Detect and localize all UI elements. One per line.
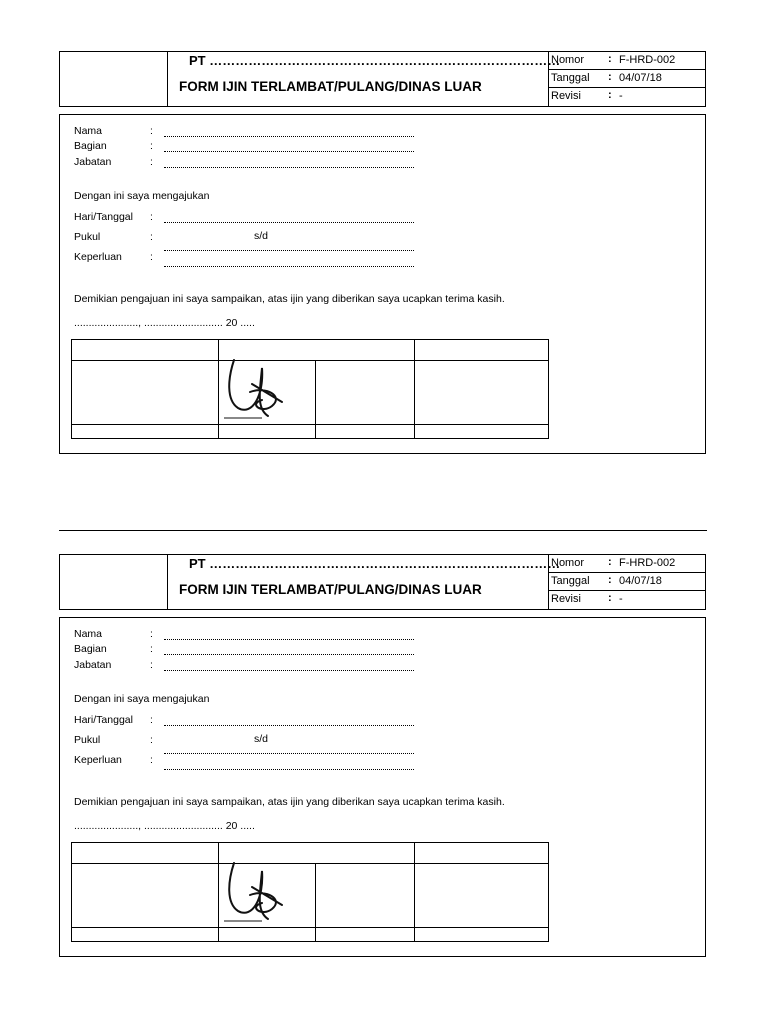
- field-colon: :: [150, 140, 153, 152]
- field-label: Pukul: [74, 231, 101, 243]
- table-divider: [218, 340, 219, 438]
- document-meta: [548, 555, 705, 609]
- fill-line: [164, 725, 414, 726]
- intro-text: Dengan ini saya mengajukan: [74, 693, 210, 705]
- signature-image: [222, 356, 302, 426]
- title-cell: [167, 555, 561, 609]
- document-meta: [548, 52, 705, 106]
- field-colon: :: [150, 231, 153, 243]
- intro-text: Dengan ini saya mengajukan: [74, 190, 210, 202]
- company-name: PT ………………………………………………………………………: [189, 556, 561, 571]
- fill-line: [164, 654, 414, 655]
- table-rule: [72, 927, 548, 928]
- field-label: Nama: [74, 628, 103, 640]
- title-cell: [167, 52, 561, 106]
- fill-line: [164, 639, 414, 640]
- field-colon: :: [150, 628, 153, 640]
- fill-line: [164, 136, 414, 137]
- meta-tanggal: [548, 70, 705, 88]
- fill-line: [164, 769, 414, 770]
- closing-text: Demikian pengajuan ini saya sampaikan, atas ijin yang diberikan saya ucapkan terima kasih.: [74, 293, 505, 305]
- table-rule: [72, 863, 548, 864]
- form-body: [59, 114, 706, 454]
- meta-colon: :: [608, 556, 612, 568]
- meta-colon: :: [608, 53, 612, 65]
- table-divider: [414, 843, 415, 941]
- meta-nomor: [548, 52, 705, 70]
- logo-cell: [60, 52, 168, 106]
- date-line: ......................, ........................... 20 .....: [74, 820, 255, 832]
- signature-image: [222, 859, 302, 929]
- form-body: [59, 617, 706, 957]
- form-title: FORM IJIN TERLAMBAT/PULANG/DINAS LUAR: [179, 79, 482, 94]
- field-label: Keperluan: [74, 754, 122, 766]
- field-colon: :: [150, 211, 153, 223]
- time-separator: s/d: [254, 733, 269, 745]
- meta-label: Tanggal: [551, 575, 590, 587]
- table-rule: [72, 360, 548, 361]
- meta-colon: :: [608, 71, 612, 83]
- field-colon: :: [150, 659, 153, 671]
- field-label: Jabatan: [74, 156, 112, 168]
- meta-value: -: [619, 593, 623, 605]
- meta-value: -: [619, 90, 623, 102]
- meta-value: 04/07/18: [619, 72, 662, 84]
- meta-colon: :: [608, 592, 612, 604]
- field-colon: :: [150, 734, 153, 746]
- field-label: Bagian: [74, 140, 107, 152]
- meta-label: Revisi: [551, 593, 581, 605]
- field-colon: :: [150, 125, 153, 137]
- meta-colon: :: [608, 89, 612, 101]
- logo-cell: [60, 555, 168, 609]
- meta-nomor: [548, 555, 705, 573]
- field-colon: :: [150, 714, 153, 726]
- closing-text: Demikian pengajuan ini saya sampaikan, atas ijin yang diberikan saya ucapkan terima kasih.: [74, 796, 505, 808]
- meta-revisi: [548, 591, 705, 609]
- signature-table: [71, 339, 549, 439]
- field-colon: :: [150, 643, 153, 655]
- meta-value: F-HRD-002: [619, 54, 676, 66]
- meta-value: F-HRD-002: [619, 557, 676, 569]
- table-divider: [218, 843, 219, 941]
- form-copy-2: [0, 503, 768, 923]
- meta-label: Nomor: [551, 54, 585, 66]
- date-line: ......................, ........................... 20 .....: [74, 317, 255, 329]
- fill-line: [164, 167, 414, 168]
- meta-tanggal: [548, 573, 705, 591]
- meta-revisi: [548, 88, 705, 106]
- field-label: Bagian: [74, 643, 107, 655]
- field-colon: :: [150, 251, 153, 263]
- form-header: [59, 554, 706, 610]
- fill-line: [164, 250, 414, 251]
- fill-line: [164, 222, 414, 223]
- field-colon: :: [150, 156, 153, 168]
- field-colon: :: [150, 754, 153, 766]
- meta-label: Tanggal: [551, 72, 590, 84]
- table-divider: [315, 863, 316, 941]
- form-title: FORM IJIN TERLAMBAT/PULANG/DINAS LUAR: [179, 582, 482, 597]
- field-label: Jabatan: [74, 659, 112, 671]
- form-copy-1: [0, 0, 768, 420]
- form-header: [59, 51, 706, 107]
- table-rule: [72, 424, 548, 425]
- field-label: Nama: [74, 125, 103, 137]
- fill-line: [164, 670, 414, 671]
- field-label: Keperluan: [74, 251, 122, 263]
- fill-line: [164, 753, 414, 754]
- field-label: Hari/Tanggal: [74, 211, 133, 223]
- time-separator: s/d: [254, 230, 269, 242]
- meta-label: Revisi: [551, 90, 581, 102]
- meta-label: Nomor: [551, 557, 585, 569]
- field-label: Hari/Tanggal: [74, 714, 133, 726]
- table-divider: [414, 340, 415, 438]
- company-name: PT ………………………………………………………………………: [189, 53, 561, 68]
- fill-line: [164, 266, 414, 267]
- table-divider: [315, 360, 316, 438]
- field-label: Pukul: [74, 734, 101, 746]
- signature-table: [71, 842, 549, 942]
- fill-line: [164, 151, 414, 152]
- meta-value: 04/07/18: [619, 575, 662, 587]
- meta-colon: :: [608, 574, 612, 586]
